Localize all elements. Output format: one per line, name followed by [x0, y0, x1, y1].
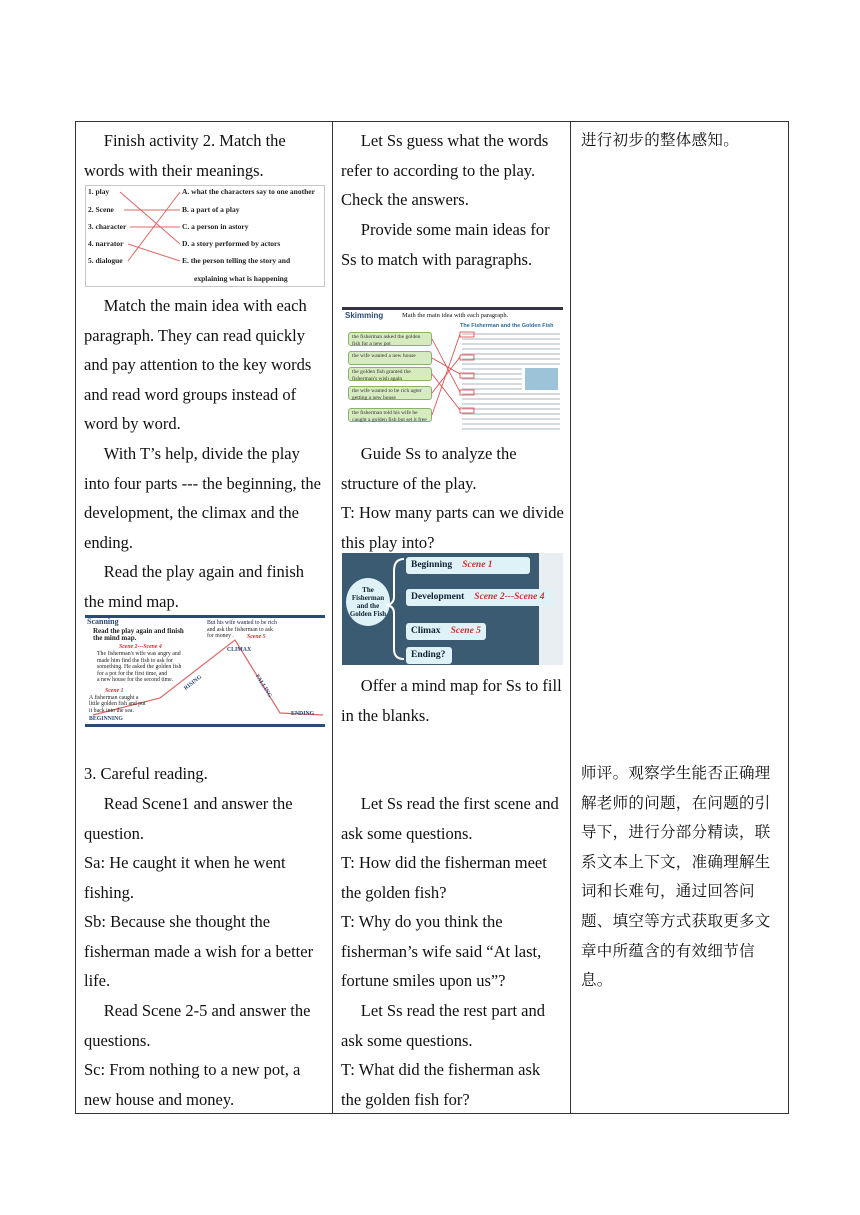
stage-label: ENDING	[291, 711, 315, 717]
structure-part: Beginning Scene 1	[406, 557, 530, 574]
story-title-circle: The Fisherman and the Golden Fish	[346, 578, 390, 626]
matching-lines	[86, 186, 325, 287]
scan-line: A fisherman caught a	[89, 694, 139, 701]
skimming-image	[342, 307, 563, 434]
paragraph: 进行初步的整体感知。	[581, 131, 740, 149]
stage-label: BEGINNING	[89, 716, 123, 722]
scan-line: it back into the sea.	[89, 707, 134, 714]
scanning-mind-map-image	[85, 615, 325, 727]
scan-line: for a pot for the first time, and	[97, 670, 168, 677]
paragraph: Sb: Because she thought the fisherman made a wish for a better life.	[84, 912, 314, 991]
stage-label: RISING	[183, 674, 204, 692]
scan-line: a new house for the second time.	[97, 677, 174, 683]
match-meaning: C. a person in astory	[182, 222, 249, 231]
paragraph: Sc: From nothing to a new pot, a new house and money.	[84, 1060, 301, 1109]
scene-label: Scene 5	[247, 634, 266, 640]
paragraph: Match the main idea with each paragraph. They can read quickly and pay attention to the key words and read word groups instead of word by word.	[84, 296, 312, 434]
scan-line: made him find the fish to ask for	[97, 657, 173, 664]
match-meaning: explaining what is happening	[194, 274, 288, 283]
lesson-table	[75, 121, 789, 1114]
paragraph: Let Ss read the first scene and ask some questions.	[341, 794, 559, 843]
main-idea-box: the fisherman asked the golden fish for a new pot	[348, 332, 432, 346]
student-activity-column	[76, 122, 332, 1113]
scan-line: little golden fish and put	[89, 701, 146, 707]
paragraph: Guide Ss to analyze the structure of the play.	[341, 444, 517, 493]
paragraph: Sa: He caught it when he went fishing.	[84, 853, 286, 902]
scan-line: The fisherman's wife was angry and	[97, 651, 181, 657]
match-term: 5. dialogue	[88, 256, 123, 265]
scan-line: and ask the fisherman to ask	[207, 626, 273, 633]
paragraph: T: How many parts can we divide this play into?	[341, 503, 564, 552]
play-structure-image	[342, 553, 563, 665]
scan-line: for money .	[207, 633, 234, 639]
paragraph: Let Ss read the rest part and ask some questions.	[341, 1001, 545, 1050]
paragraph: Read the play again and finish the mind map.	[84, 562, 305, 611]
paragraph: T: What did the fisherman ask the golden fish for?	[341, 1060, 541, 1109]
section-heading: 3. Careful reading.	[84, 764, 208, 783]
paragraph: Let Ss guess what the words refer to according to the play. Check the answers.	[341, 131, 549, 210]
stage-label: FALLING	[253, 673, 273, 699]
paragraph: Read Scene 2-5 and answer the questions.	[84, 1001, 311, 1050]
teacher-activity-column	[333, 122, 570, 1113]
match-term: 3. character	[88, 222, 127, 231]
main-idea-box: the wife wanted to be rich agter getting a new house	[348, 386, 432, 400]
paragraph: Provide some main ideas for Ss to match with paragraphs.	[341, 220, 550, 269]
skim-text-page	[342, 310, 563, 434]
paragraph: T: Why do you think the fisherman’s wife said “At last, fortune smiles upon us”?	[341, 912, 542, 991]
story-title: The Fisherman and the Golden Fish	[460, 323, 554, 329]
skim-instruction: Math the main idea with each paragraph.	[402, 312, 509, 319]
paragraph: Offer a mind map for Ss to fill in the blanks.	[341, 676, 562, 725]
main-idea-box: the golden fish granted the fisherman's wish again	[348, 367, 432, 381]
structure-part: Ending?	[406, 647, 452, 664]
paragraph: T: How did the fisherman meet the golden fish?	[341, 853, 547, 902]
scan-instruction: Read the play again and finish the mind map.	[93, 627, 184, 642]
scan-line: something. He asked the golden fish	[97, 664, 182, 670]
match-meaning: D. a story performed by actors	[182, 239, 281, 248]
design-intent-column	[571, 122, 789, 1113]
scan-line: But his wife wanted to be rich	[207, 620, 277, 626]
structure-part: Development Scene 2---Scene 4	[406, 589, 554, 606]
scene-label: Scene 1	[105, 688, 124, 694]
paragraph: Read Scene1 and answer the question.	[84, 794, 293, 843]
match-meaning: E. the person telling the story and	[182, 256, 291, 265]
matching-exercise-image	[85, 185, 325, 287]
skimming-tag: Skimming	[345, 311, 384, 320]
match-term: 2. Scene	[88, 205, 114, 214]
match-term: 4. narrator	[88, 239, 124, 248]
paragraph: 师评。观察学生能否正确理解老师的问题，在问题的引导下，进行分部分精读，联系文本上下文，准确理解生词和长难句，通过回答问题、填空等方式获取更多文章中所蕴含的有效细节信息。	[581, 764, 771, 990]
paragraph: With T’s help, divide the play into four parts --- the beginning, the development, the climax and the ending.	[84, 444, 321, 552]
paragraph: Finish activity 2. Match the words with their meanings.	[84, 131, 286, 180]
stage-label: CLIMAX	[227, 647, 252, 653]
scanning-tag: Scanning	[87, 617, 119, 626]
scene-label: Scene 2---Scene 4	[119, 644, 162, 650]
main-idea-box: the wife wanted a new house	[348, 351, 432, 365]
match-term: 1. play	[88, 187, 110, 196]
structure-part: Climax Scene 5	[406, 623, 486, 640]
match-meaning: B. a part of a play	[182, 205, 240, 214]
match-meaning: A. what the characters say to one another	[182, 187, 315, 196]
main-idea-box: the fisherman told his wife he caught a golden fish but set it free	[348, 408, 432, 422]
